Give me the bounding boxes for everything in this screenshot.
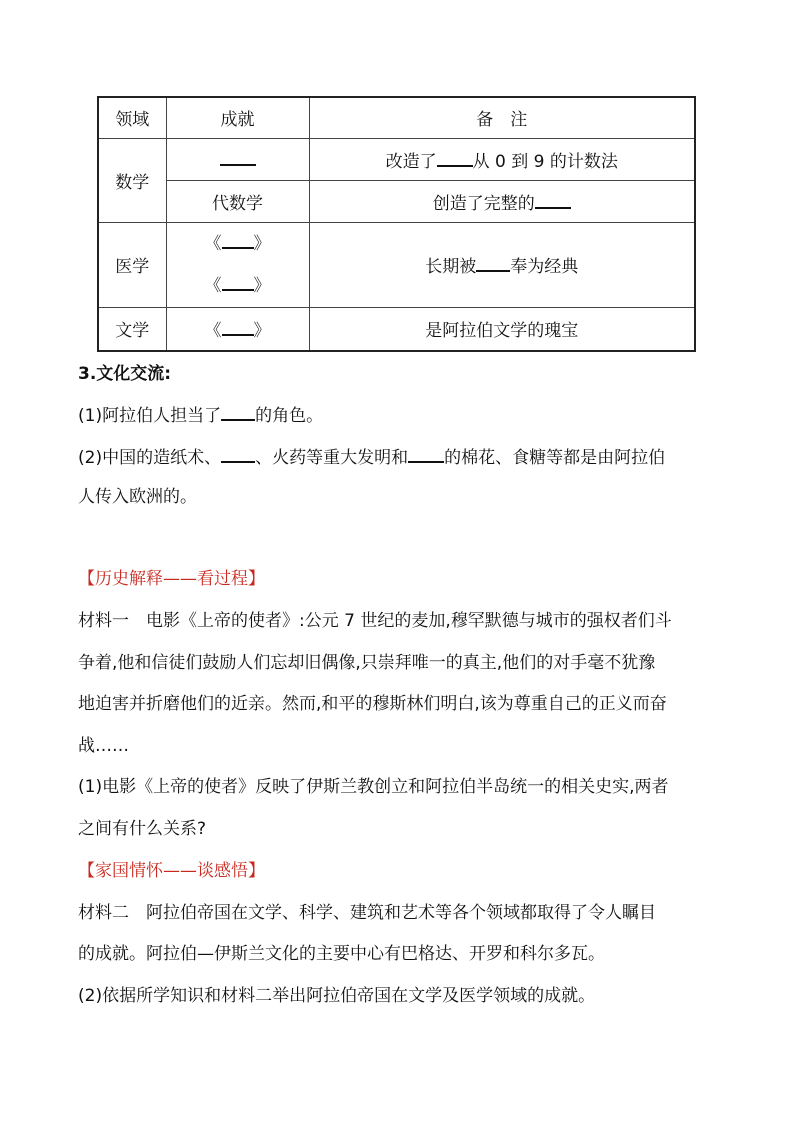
section-3-title: 3.文化交流: xyxy=(78,364,172,384)
algebra-cell: 代数学 xyxy=(166,180,309,222)
literature-achievement-cell: 《 》 xyxy=(166,307,309,351)
answer-blank[interactable] xyxy=(221,403,255,421)
header-remark: 备 注 xyxy=(309,97,695,138)
answer-blank[interactable] xyxy=(535,191,571,209)
answer-blank[interactable] xyxy=(222,318,254,336)
field-medicine: 医学 xyxy=(98,222,166,307)
table-row xyxy=(98,180,695,222)
math-achievement-cell xyxy=(166,138,309,180)
material-1-line: 材料一 电影《上帝的使者》:公元 7 世纪的麦加,穆罕默德与城市的强权者们斗 xyxy=(78,611,672,631)
history-question-line: 之间有什么关系? xyxy=(78,819,207,839)
question-3-2-cont: 人传入欧洲的。 xyxy=(78,487,197,507)
answer-blank[interactable] xyxy=(221,445,255,463)
material-1-line: 地迫害并折磨他们的近亲。然而,和平的穆斯林们明白,该为尊重自己的正义而奋 xyxy=(78,694,667,714)
answer-blank[interactable] xyxy=(220,148,256,166)
table-row xyxy=(98,307,695,351)
medicine-note-cell: 长期被 奉为经典 xyxy=(309,222,695,307)
answer-blank[interactable] xyxy=(222,273,254,291)
table-header-row xyxy=(98,97,695,138)
math-note-cell: 改造了 从 0 到 9 的计数法 xyxy=(309,138,695,180)
material-2-line: 的成就。阿拉伯—伊斯兰文化的主要中心有巴格达、开罗和科尔多瓦。 xyxy=(78,944,605,964)
material-1-line: 争着,他和信徒们鼓励人们忘却旧偶像,只崇拜唯一的真主,他们的对手毫不犹豫 xyxy=(78,653,656,673)
answer-blank[interactable] xyxy=(408,445,444,463)
medicine-achievement-cell: 《 》 《 》 xyxy=(166,222,309,307)
history-question-line: (1)电影《上帝的使者》反映了伊斯兰教创立和阿拉伯半岛统一的相关史实,两者 xyxy=(78,777,669,797)
literature-note-cell: 是阿拉伯文学的瑰宝 xyxy=(309,307,695,351)
header-field: 领域 xyxy=(98,97,166,138)
material-2-line: 材料二 阿拉伯帝国在文学、科学、建筑和艺术等各个领域都取得了令人瞩目 xyxy=(78,903,656,923)
material-1-line: 战…… xyxy=(78,736,129,756)
header-achievement: 成就 xyxy=(166,97,309,138)
history-heading: 【历史解释——看过程】 xyxy=(78,569,265,589)
achievements-table xyxy=(97,96,696,352)
question-3-1: (1)阿拉伯人担当了 的角色。 xyxy=(78,403,718,427)
table-row xyxy=(98,222,695,307)
table-row xyxy=(98,138,695,180)
question-3-2: (2)中国的造纸术、 、火药等重大发明和 的棉花、食糖等都是由阿拉伯 xyxy=(78,445,718,469)
algebra-note-cell: 创造了完整的 xyxy=(309,180,695,222)
answer-blank[interactable] xyxy=(437,149,473,167)
homeland-question: (2)依据所学知识和材料二举出阿拉伯帝国在文学及医学领域的成就。 xyxy=(78,986,596,1006)
homeland-heading: 【家国情怀——谈感悟】 xyxy=(78,861,265,881)
field-literature: 文学 xyxy=(98,307,166,351)
field-math: 数学 xyxy=(98,138,166,222)
answer-blank[interactable] xyxy=(476,254,510,272)
answer-blank[interactable] xyxy=(222,231,254,249)
